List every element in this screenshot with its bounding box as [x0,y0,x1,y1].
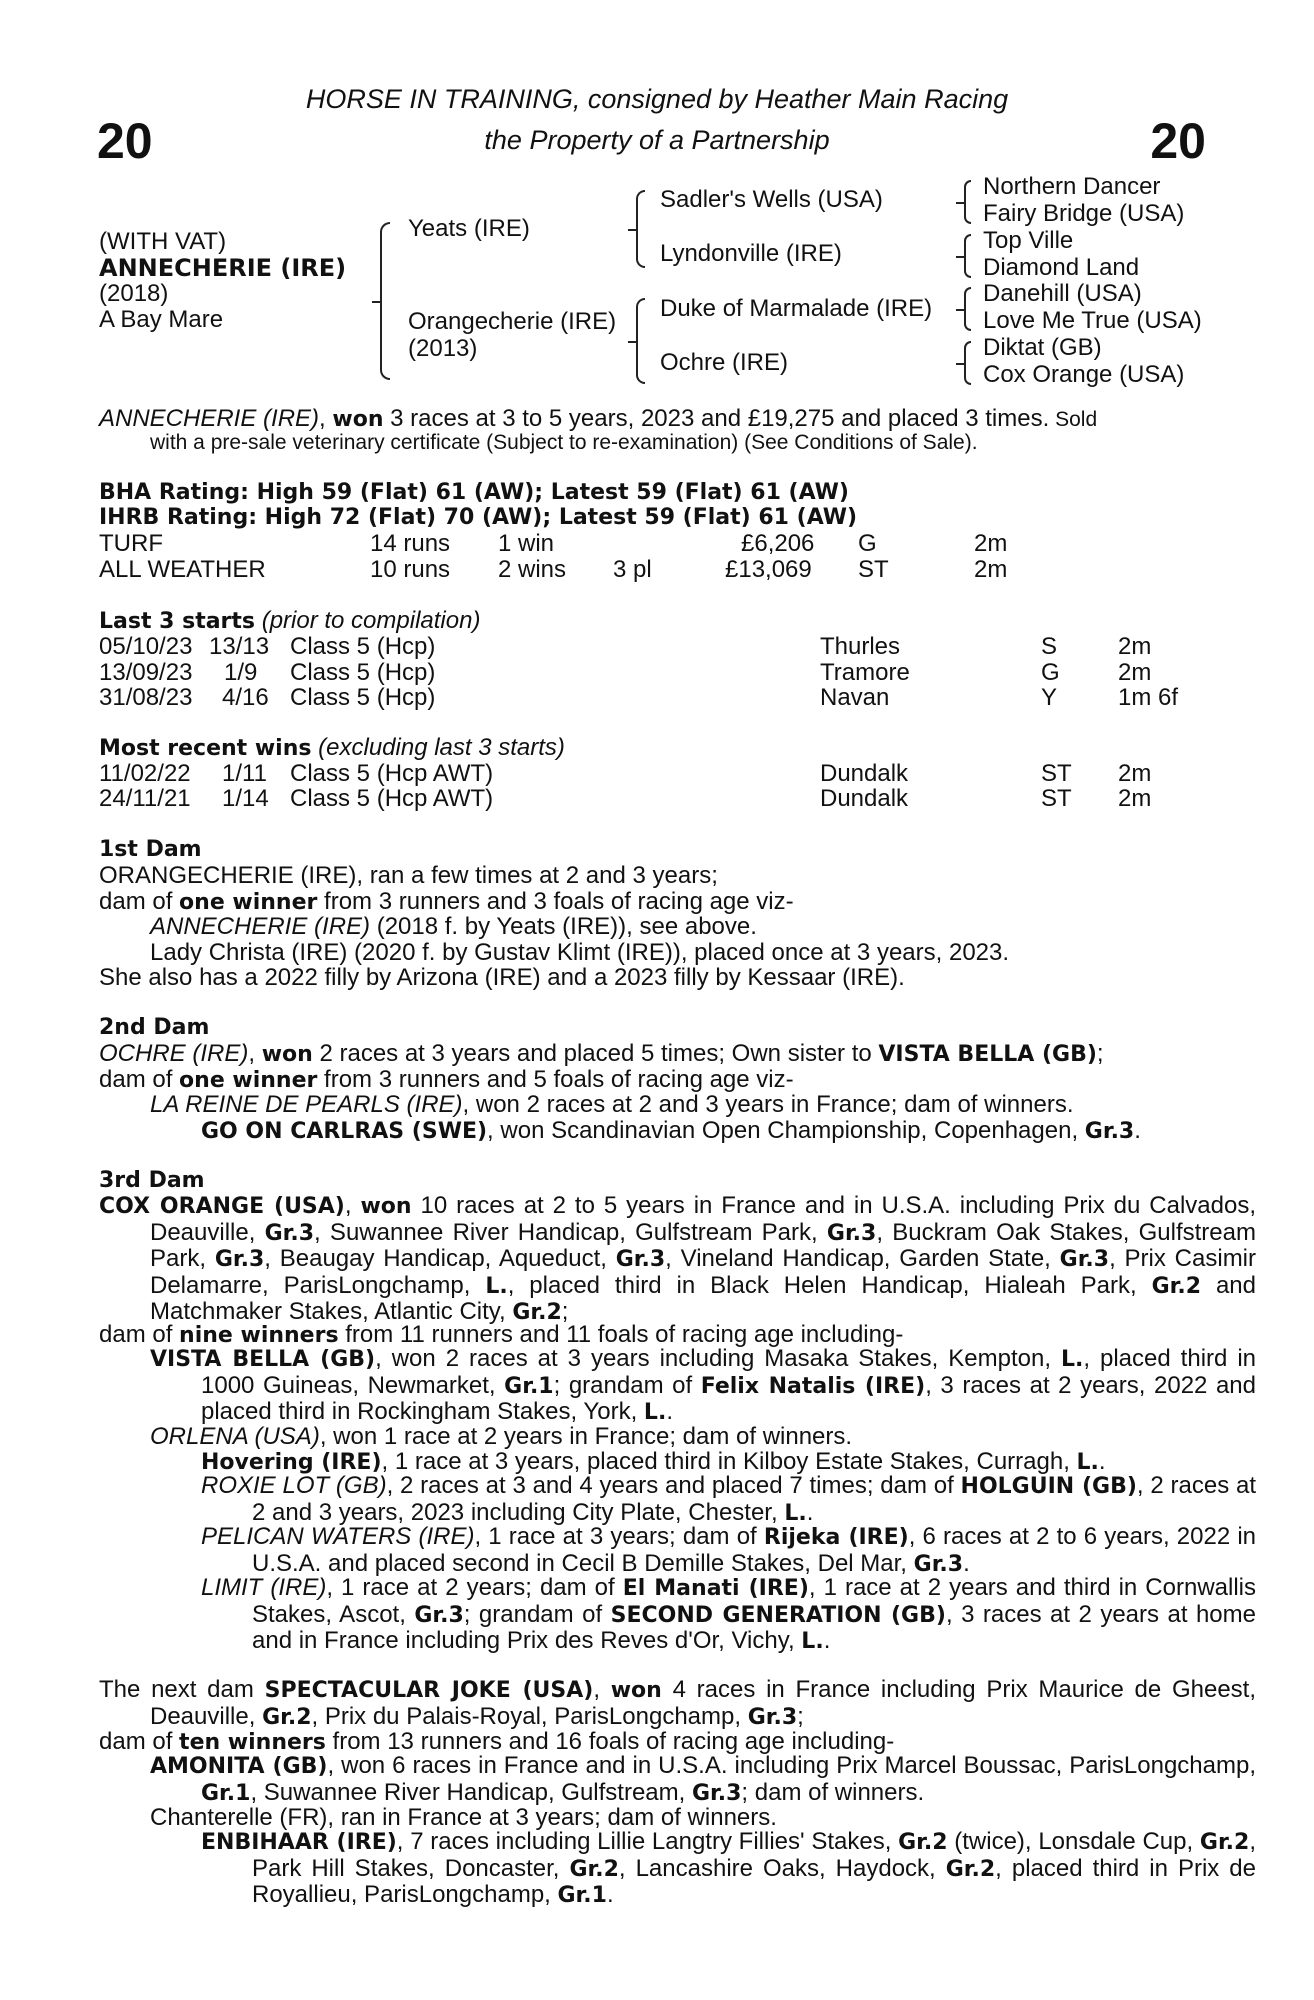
dam1-line: dam of one winner from 3 runners and 3 foals of racing age viz- [99,888,794,915]
sire: Yeats (IRE) [408,215,530,242]
dam1-line: ANNECHERIE (IRE) (2018 f. by Yeats (IRE)), see above. [150,913,757,940]
dam2-line: dam of one winner from 3 runners and 5 foals of racing age viz- [99,1066,794,1093]
amonita-entry: AMONITA (GB), won 6 races in France and in U.S.A. including Prix Marcel Boussac, ParisLongchamp, Gr.1, Suwannee River Handicap, Gulfstream, Gr.3; dam of winners. [150,1752,1257,1806]
ped-dsd: Love Me True (USA) [983,307,1202,334]
chanterelle-entry: Chanterelle (FR), ran in France at 3 years; dam of winners. [150,1804,777,1831]
summary-line-2: with a pre-sale veterinary certificate (Subject to re-examination) (See Conditions of Sale). [150,431,978,454]
sire-sire: Sadler's Wells (USA) [660,186,883,213]
pedigree-brace-4b [964,234,971,278]
pedigree-brace-sire [636,190,645,268]
orlena-entry: ORLENA (USA), won 1 race at 2 years in France; dam of winners. [150,1423,853,1450]
last3-row: 31/08/23 4/16 Class 5 (Hcp) Navan Y 1m 6f [99,684,1179,711]
pedigree-brace-main [380,222,390,380]
dam1-heading: 1st Dam [99,837,202,862]
horse-description: A Bay Mare [99,306,224,333]
vista-bella-entry: VISTA BELLA (GB), won 2 races at 3 years including Masaka Stakes, Kempton, L., placed third in 1000 Guineas, Newmarket, Gr.1; grandam of Felix Natalis (IRE), 3 races at 2 years, 2022 and placed third in Rockingham Stakes, York, L.. [150,1345,1257,1425]
horse-year: (2018) [99,280,169,307]
ped-sdd: Diamond Land [983,254,1140,281]
recent-row: 11/02/22 1/11 Class 5 (Hcp AWT) Dundalk ST 2m [99,760,1152,787]
last3-row: 13/09/23 1/9 Class 5 (Hcp) Tramore G 2m [99,659,1152,686]
ped-ssd: Fairy Bridge (USA) [983,200,1185,227]
sire-dam: Lyndonville (IRE) [660,240,842,267]
bha-rating: BHA Rating: High 59 (Flat) 61 (AW); Latest 59 (Flat) 61 (AW) [99,480,849,505]
vat-label: (WITH VAT) [99,228,227,255]
property-line: the Property of a Partnership [484,125,830,155]
pelican-waters-entry: PELICAN WATERS (IRE), 1 race at 3 years; dam of Rijeka (IRE), 6 races at 2 to 6 years, 2022 in U.S.A. and placed second in Cecil B Demille Stakes, Del Mar, Gr.3. [201,1523,1257,1577]
dam: Orangecherie (IRE) [408,308,617,335]
ped-sss: Northern Dancer [983,173,1161,200]
ped-ddd: Cox Orange (USA) [983,361,1185,388]
dam2-line: OCHRE (IRE), won 2 races at 3 years and placed 5 times; Own sister to VISTA BELLA (GB); [99,1040,1104,1067]
next-dam-damof: dam of ten winners from 13 runners and 16 foals of racing age including- [99,1728,895,1755]
dam2-line: GO ON CARLRAS (SWE), won Scandinavian Open Championship, Copenhagen, Gr.3. [201,1117,1141,1144]
ped-sds: Top Ville [983,227,1074,254]
dam-dam: Ochre (IRE) [660,349,789,376]
dam1-line: She also has a 2022 filly by Arizona (IRE) and a 2023 filly by Kessaar (IRE). [99,964,905,991]
consignor-line: HORSE IN TRAINING, consigned by Heather Main Racing [305,84,1009,114]
hovering-entry: Hovering (IRE), 1 race at 3 years, placed third in Kilboy Estate Stakes, Curragh, L.. [201,1448,1106,1475]
horse-name: ANNECHERIE (IRE) [99,254,347,282]
ihrb-rating: IHRB Rating: High 72 (Flat) 70 (AW); Latest 59 (Flat) 61 (AW) [99,505,858,530]
summary-line-1: ANNECHERIE (IRE), won 3 races at 3 to 5 years, 2023 and £19,275 and placed 3 times. Sold [99,405,1098,432]
lot-number-right: 20 [1150,113,1206,169]
cox-orange-entry: COX ORANGE (USA), won 10 races at 2 to 5 years in France and in U.S.A. including Prix du Calvados, Deauville, Gr.3, Suwannee River Handicap, Gulfstream Park, Gr.3, Buckram Oak Stakes, Gulfstream Park, Gr.3, Beaugay Handicap, Aqueduct, Gr.3, Vineland Handicap, Garden State, Gr.3, Prix Casimir Delamarre, ParisLongchamp, L., placed third in Black Helen Handicap, Hialeah Park, Gr.2 and Matchmaker Stakes, Atlantic City, Gr.2; [99,1192,1257,1325]
dam3-heading: 3rd Dam [99,1168,205,1193]
dam2-line: LA REINE DE PEARLS (IRE), won 2 races at 2 and 3 years in France; dam of winners. [150,1091,1074,1118]
dam-year: (2013) [408,335,478,362]
last3-heading: Last 3 starts (prior to compilation) [99,607,481,634]
recent-row: 24/11/21 1/14 Class 5 (Hcp AWT) Dundalk ST 2m [99,785,1152,812]
pedigree-brace-4c [964,287,971,331]
dam2-heading: 2nd Dam [99,1015,210,1040]
record-row-aw: ALL WEATHER 10 runs 2 wins 3 pl £13,069 ST 2m [99,556,1008,583]
dam1-line: ORANGECHERIE (IRE), ran a few times at 2 and 3 years; [99,862,718,889]
pedigree-brace-4d [964,341,971,385]
record-row-turf: TURF 14 runs 1 win £6,206 G 2m [99,530,1008,557]
enbihaar-entry: ENBIHAAR (IRE), 7 races including Lillie Langtry Fillies' Stakes, Gr.2 (twice), Lonsdale Cup, Gr.2, Park Hill Stakes, Doncaster, Gr.2, Lancashire Oaks, Haydock, Gr.2, placed third in Prix de Royallieu, ParisLongchamp, Gr.1. [201,1828,1256,1908]
dam1-line: Lady Christa (IRE) (2020 f. by Gustav Klimt (IRE)), placed once at 3 years, 2023. [150,939,1010,966]
ped-dds: Diktat (GB) [983,334,1102,361]
pedigree-brace-dam [636,298,645,384]
dam-sire: Duke of Marmalade (IRE) [660,295,933,322]
recent-heading: Most recent wins (excluding last 3 starts) [99,734,565,761]
limit-entry: LIMIT (IRE), 1 race at 2 years; dam of El Manati (IRE), 1 race at 2 years and third in Cornwallis Stakes, Ascot, Gr.3; grandam of SECOND GENERATION (GB), 3 races at 2 years at home and in France including Prix des Reves d'Or, Vichy, L.. [201,1574,1256,1654]
ped-dss: Danehill (USA) [983,280,1142,307]
dam3-damof: dam of nine winners from 11 runners and 11 foals of racing age including- [99,1321,904,1348]
lot-number-left: 20 [97,113,153,169]
roxie-lot-entry: ROXIE LOT (GB), 2 races at 3 and 4 years and placed 7 times; dam of HOLGUIN (GB), 2 races at 2 and 3 years, 2023 including City Plate, Chester, L.. [201,1472,1256,1526]
next-dam-entry: The next dam SPECTACULAR JOKE (USA), won 4 races in France including Prix Maurice de Gheest, Deauville, Gr.2, Prix du Palais-Royal, ParisLongchamp, Gr.3; [99,1676,1256,1730]
last3-row: 05/10/23 13/13 Class 5 (Hcp) Thurles S 2m [99,633,1152,660]
pedigree-brace-4a [964,180,971,224]
